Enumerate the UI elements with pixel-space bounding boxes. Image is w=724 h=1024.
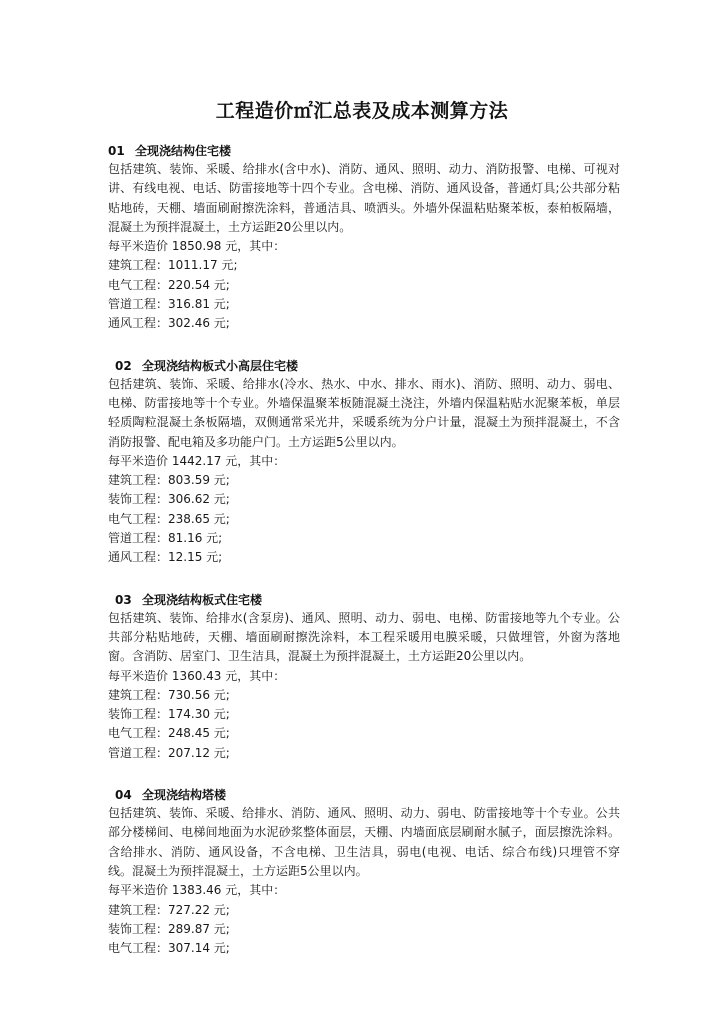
unit-cost-line: 每平米造价 1850.98 元，其中： [108,239,286,254]
section-heading [108,786,620,804]
section-description: 包括建筑、装饰、给排水(含泵房)、通风、照明、动力、弱电、电梯、防雷接地等九个专业。公共部分粘贴地砖，天棚、墙面刷耐擦洗涂料，本工程采暖用电膜采暖，只做埋管，外窗为落地窗。含消防、居室门、卫生洁具，混凝土为预拌混凝土，土方运距20公里以内。 [108,610,620,664]
section-04 [108,786,620,958]
section-number: 04 [115,788,132,803]
section-title: 全现浇结构板式住宅楼 [142,592,263,607]
section-title: 全现浇结构板式小高层住宅楼 [142,358,299,373]
document-title: 工程造价㎡汇总表及成本测算方法 [215,100,509,122]
cost-item: 建筑工程：727.22 元; [108,902,230,917]
document-body [108,142,620,958]
section-03 [108,591,620,763]
section-02 [108,357,620,568]
section-number: 01 [108,144,125,158]
section-01 [108,142,620,334]
cost-item: 装饰工程：174.30 元; [108,707,230,722]
section-number: 03 [115,592,132,607]
cost-item: 管道工程：81.16 元; [108,531,223,546]
section-description: 包括建筑、装饰、采暖、给排水、消防、通风、照明、动力、弱电、防雷接地等十个专业。公共部分楼梯间、电梯间地面为水泥砂浆整体面层，天棚、内墙面底层刷耐水腻子，面层擦洗涂料。含给排水、消防、通风设备，不含电梯、卫生洁具，弱电(电视、电话、综合布线)只埋管不穿线。混凝土为预拌混凝土，土方运距5公里以内。 [108,806,620,878]
cost-item: 建筑工程：730.56 元; [108,687,230,702]
cost-item: 管道工程：207.12 元; [108,745,230,760]
cost-item: 电气工程：248.45 元; [108,726,230,741]
section-description: 包括建筑、装饰、采暖、给排水(冷水、热水、中水、排水、雨水)、消防、照明、动力、弱电、电梯、防雷接地等十个专业。外墙保温聚苯板随混凝土浇注，外墙内保温粘贴水泥聚苯板，单层轻质陶粒混凝土条板隔墙，双侧通常采光井，采暖系统为分户计量，混凝土为预拌混凝土，不含消防报警、配电箱及多功能户门。土方运距5公里以内。 [108,376,620,449]
cost-item: 装饰工程：289.87 元; [108,921,230,936]
section-description: 包括建筑、装饰、采暖、给排水(含中水)、消防、通风、照明、动力、消防报警、电梯、可视对讲、有线电视、电话、防雷接地等十四个专业。含电梯、消防、通风设备，普通灯具;公共部分粘贴地砖，天棚、墙面刷耐擦洗涂料，普通洁具、喷洒头。外墙外保温粘贴聚苯板，泰柏板隔墙，混凝土为预拌混凝土，土方运距20公里以内。 [108,162,620,234]
unit-cost-line: 每平米造价 1383.46 元，其中： [108,883,286,898]
section-title: 全现浇结构塔楼 [142,788,227,803]
cost-item: 管道工程：316.81 元; [108,297,230,312]
section-heading [108,357,620,375]
cost-item: 电气工程：307.14 元; [108,941,230,956]
section-title: 全现浇结构住宅楼 [135,144,232,158]
cost-item: 电气工程：220.54 元; [108,277,230,292]
cost-item: 装饰工程：306.62 元; [108,492,230,507]
section-heading [108,142,620,160]
unit-cost-line: 每平米造价 1360.43 元，其中： [108,668,286,683]
cost-item: 建筑工程：1011.17 元; [108,258,238,273]
unit-cost-line: 每平米造价 1442.17 元，其中： [108,453,286,468]
section-number: 02 [115,358,132,373]
section-heading [108,591,620,609]
cost-item: 建筑工程：803.59 元; [108,473,230,488]
cost-item: 电气工程：238.65 元; [108,511,230,526]
cost-item: 通风工程：302.46 元; [108,316,230,331]
cost-item: 通风工程：12.15 元; [108,550,223,565]
